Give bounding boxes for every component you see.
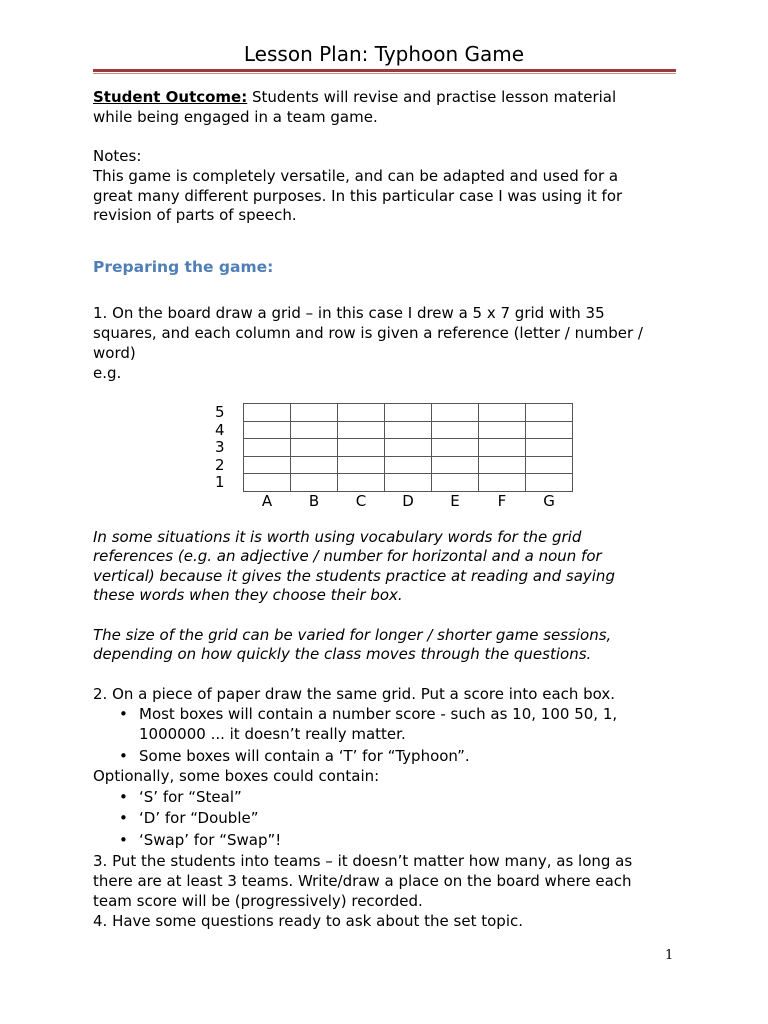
notes-line: This game is completely versatile, and can be adapted and used for a bbox=[93, 167, 619, 185]
grid-col-label: B bbox=[308, 492, 320, 510]
grid-row-label: 2 bbox=[215, 456, 225, 474]
grid-col-label: D bbox=[402, 492, 414, 510]
step3-line: there are at least 3 teams. Write/draw a place on the board where each bbox=[93, 872, 632, 890]
grid-col-label: A bbox=[261, 492, 273, 510]
grid-col-label: G bbox=[543, 492, 555, 510]
student-outcome-text-2: while being engaged in a team game. bbox=[93, 108, 378, 126]
list-item: ‘S’ for “Steal” bbox=[139, 788, 242, 806]
grid-col-label: F bbox=[497, 492, 507, 510]
italic-note-line: In some situations it is worth using vocabulary words for the grid bbox=[93, 528, 582, 546]
bullet-icon: • bbox=[119, 788, 128, 806]
list-item-continued: 1000000 ... it doesn’t really matter. bbox=[139, 725, 406, 743]
list-item: ‘D’ for “Double” bbox=[139, 809, 259, 827]
list-item: Most boxes will contain a number score - such as 10, 100 50, 1, bbox=[139, 705, 618, 723]
bullet-icon: • bbox=[119, 747, 128, 765]
bullet-icon: • bbox=[119, 831, 128, 849]
step3-line: 3. Put the students into teams – it doesn’t matter how many, as long as bbox=[93, 852, 633, 870]
italic-note-line: vertical) because it gives the students practice at reading and saying bbox=[93, 567, 615, 585]
italic-note-line: references (e.g. an adjective / number for horizontal and a noun for bbox=[93, 547, 602, 565]
step1-line: 1. On the board draw a grid – in this case I drew a 5 x 7 grid with 35 bbox=[93, 304, 605, 322]
optional-intro: Optionally, some boxes could contain: bbox=[93, 767, 380, 785]
grid-col-label: C bbox=[355, 492, 367, 510]
step3-line: team score will be (progressively) recorded. bbox=[93, 892, 423, 910]
italic-note-line: these words when they choose their box. bbox=[93, 586, 403, 604]
list-item: ‘Swap’ for “Swap”! bbox=[139, 831, 282, 849]
list-item: Some boxes will contain a ‘T’ for “Typhoon”. bbox=[139, 747, 470, 765]
bullet-icon: • bbox=[119, 705, 128, 723]
student-outcome-label: Student Outcome: bbox=[93, 88, 248, 106]
grid-row-label: 4 bbox=[215, 421, 225, 439]
italic-note-line: The size of the grid can be varied for longer / shorter game sessions, bbox=[93, 626, 612, 644]
step1-line: word) bbox=[93, 344, 136, 362]
step4-line: 4. Have some questions ready to ask about the set topic. bbox=[93, 912, 524, 930]
bullet-icon: • bbox=[119, 809, 128, 827]
notes-heading: Notes: bbox=[93, 147, 142, 165]
notes-line: great many different purposes. In this particular case I was using it for bbox=[93, 187, 623, 205]
step1-line: squares, and each column and row is given a reference (letter / number / bbox=[93, 324, 643, 342]
grid-col-label: E bbox=[450, 492, 460, 510]
student-outcome-text: Students will revise and practise lesson material bbox=[247, 88, 617, 106]
page-number: 1 bbox=[665, 948, 674, 963]
step2-intro: 2. On a piece of paper draw the same grid. Put a score into each box. bbox=[93, 685, 616, 703]
grid-row-label: 1 bbox=[215, 473, 225, 491]
grid-row-label: 3 bbox=[215, 438, 225, 456]
page-title: Lesson Plan: Typhoon Game bbox=[243, 42, 525, 66]
step1-line: e.g. bbox=[93, 364, 122, 382]
italic-note-line: depending on how quickly the class moves through the questions. bbox=[93, 645, 592, 663]
grid-row-label: 5 bbox=[215, 403, 225, 421]
notes-line: revision of parts of speech. bbox=[93, 206, 297, 224]
section-heading: Preparing the game: bbox=[93, 258, 274, 276]
